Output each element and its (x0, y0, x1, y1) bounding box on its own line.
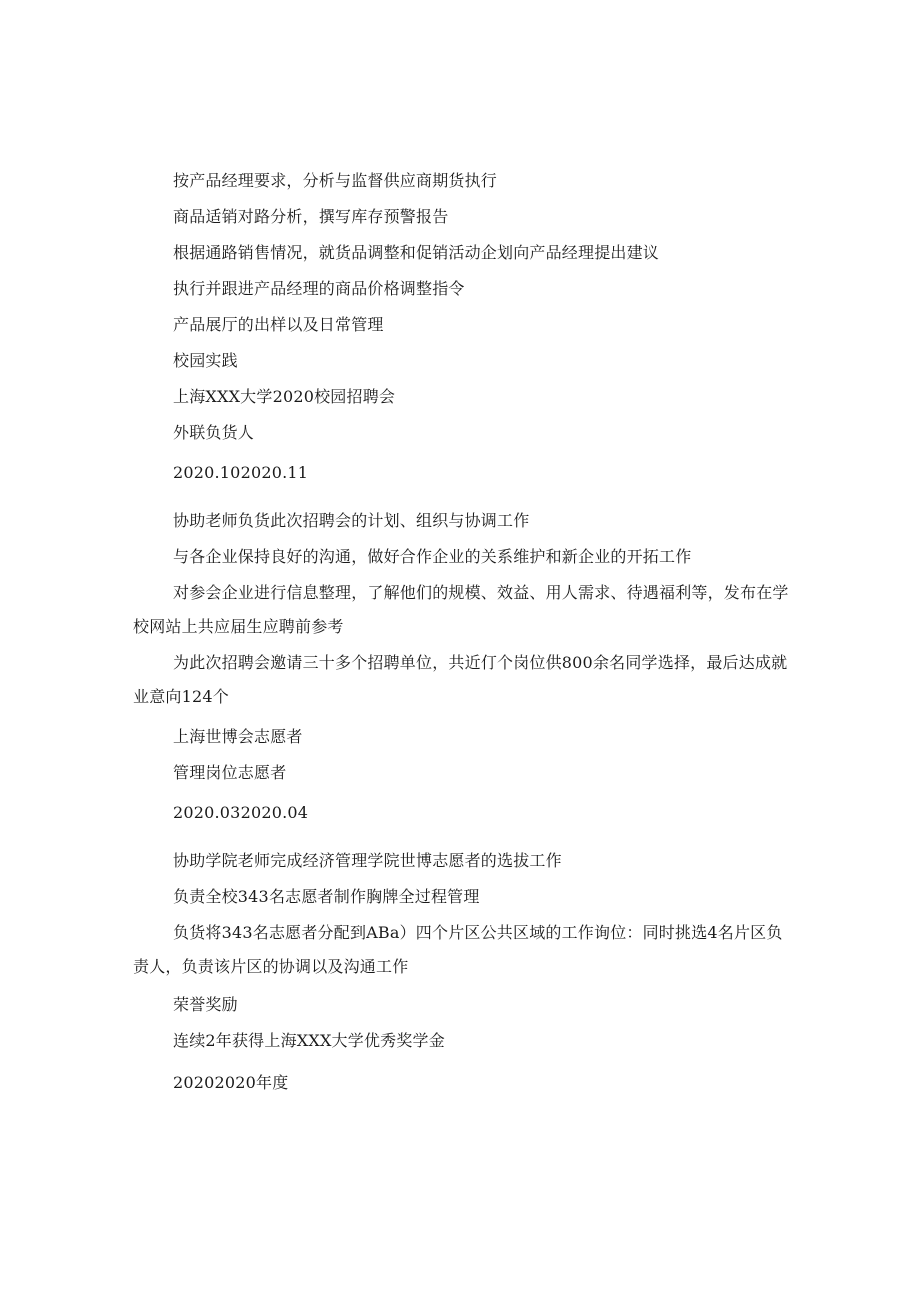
text-line: 执行并跟进产品经理的商品价格调整指令 (173, 279, 465, 298)
text-line: 与各企业保持良好的沟通，做好合作企业的关系维护和新企业的开拓工作 (173, 547, 692, 566)
text-line: 按产品经理要求，分析与监督供应商期货执行 (173, 171, 498, 190)
section-heading: 荣誉奖励 (173, 995, 238, 1014)
text-line: 协助老师负货此次招聘会的计划、组织与协调工作 (173, 511, 530, 530)
text-paragraph: 负货将343名志愿者分配到ABa）四个片区公共区域的工作询位：同时挑选4名片区负责人，负责该片区的协调以及沟通工作 (133, 923, 783, 976)
date-range: 2020.102020.11 (173, 463, 309, 482)
text-line: 产品展厅的出样以及日常管理 (173, 315, 384, 334)
role-title: 管理岗位志愿者 (173, 763, 287, 782)
text-paragraph: 对参会企业进行信息整理，了解他们的规模、效益、用人需求、待遇福利等，发布在学校网站上共应届生应聘前参考 (133, 583, 789, 636)
role-title: 外联负货人 (173, 423, 255, 442)
event-title: 上海XXX大学2020校园招聘会 (173, 387, 396, 406)
text-line: 根据通路销售情况，就货品调整和促销活动企划向产品经理提出建议 (173, 243, 660, 262)
text-paragraph: 为此次招聘会邀请三十多个招聘单位，共近仃个岗位供800余名同学选择，最后达成就业意向124个 (133, 653, 788, 706)
event-title: 上海世博会志愿者 (173, 727, 303, 746)
text-line: 协助学院老师完成经济管理学院世博志愿者的选拔工作 (173, 851, 562, 870)
date-range: 20202020年度 (173, 1073, 289, 1092)
section-heading: 校园实践 (173, 351, 238, 370)
date-range: 2020.032020.04 (173, 803, 309, 822)
text-line: 负责全校343名志愿者制作胸牌全过程管理 (173, 887, 480, 906)
award-title: 连续2年获得上海XXX大学优秀奖学金 (173, 1031, 445, 1050)
text-line: 商品适销对路分析，撰写库存预警报告 (173, 207, 449, 226)
